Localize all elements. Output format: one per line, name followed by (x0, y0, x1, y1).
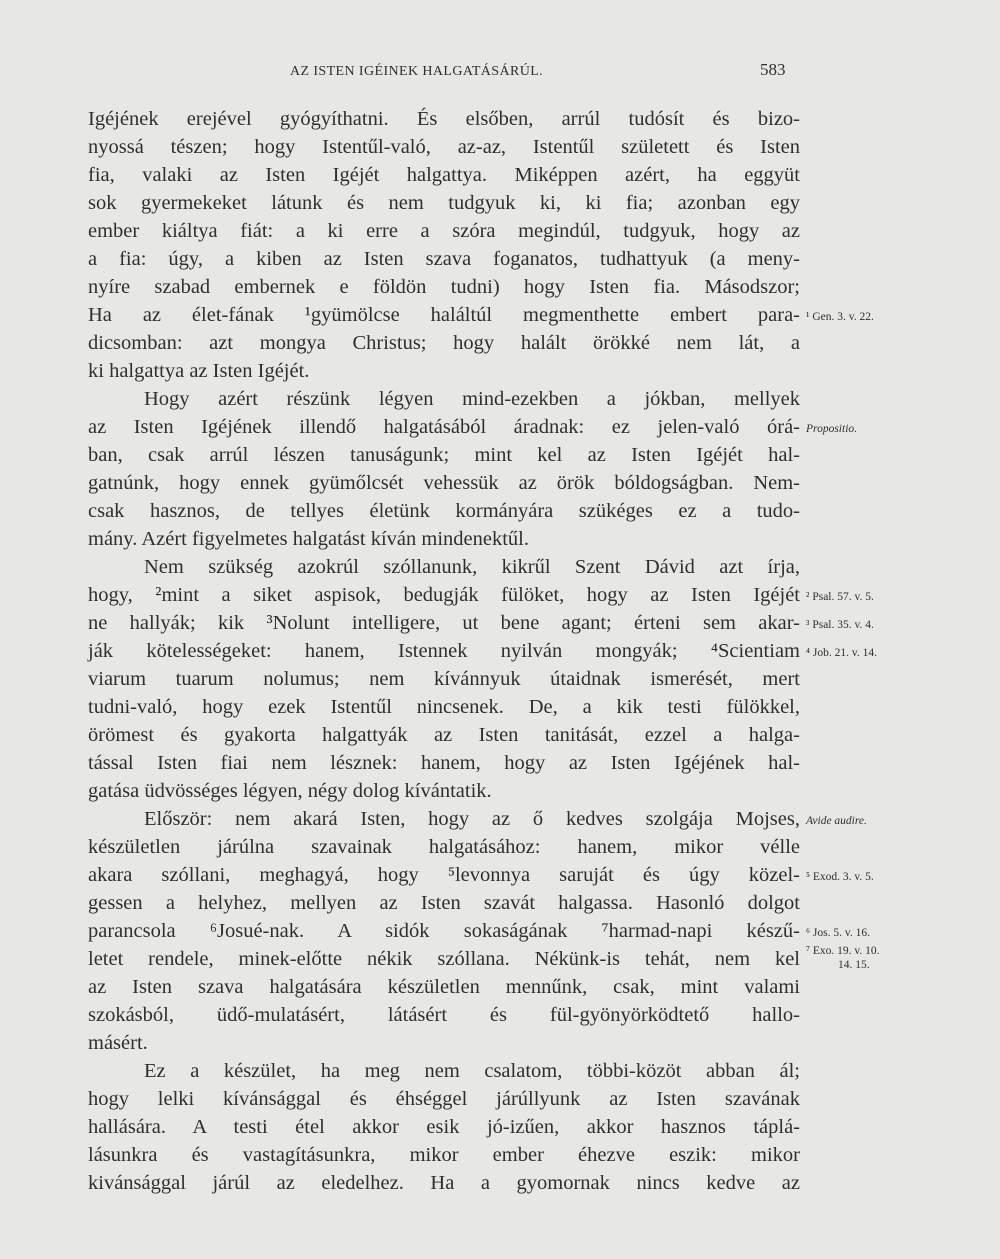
text-line: Nem szükség azokrúl szóllanunk, kikrűl Szent Dávid azt írja, (144, 556, 800, 578)
text-line: viarum tuarum nolumus; nem kívánnyuk útaidnak ismerését, mert (88, 668, 800, 690)
text-line: Hogy azért részünk légyen mind-ezekben a jókban, mellyek (144, 388, 800, 410)
text-line: sok gyermekeket látunk és nem tudgyuk ki, ki fia; azonban egy (88, 192, 800, 214)
text-line: a fia: úgy, a kiben az Isten szava foganatos, tudhattyuk (a meny- (88, 248, 800, 270)
margin-note: ⁵ Exod. 3. v. 5. (806, 871, 874, 883)
text-line: ják kötelességeket: hanem, Istennek nyilván mongyák; ⁴Scientiam (88, 640, 800, 662)
margin-note: ³ Psal. 35. v. 4. (806, 619, 874, 631)
text-line: ember kiáltya fiát: a ki erre a szóra megindúl, tudgyuk, hogy az (88, 220, 800, 242)
text-line: tudni-való, hogy ezek Istentűl nincsenek. De, a kik testi fülökkel, (88, 696, 800, 718)
page-number: 583 (760, 60, 786, 79)
text-line: tással Isten fiai nem lésznek: hanem, hogy az Isten Igéjének hal- (88, 752, 800, 774)
margin-note: ⁴ Job. 21. v. 14. (806, 647, 877, 659)
text-line: szokásból, üdő-mulatásért, látásért és fül-gyönyörködtető hallo- (88, 1004, 800, 1026)
text-line: csak hasznos, de tellyes életünk kormányára szükéges ez a tudo- (88, 500, 800, 522)
text-line: Igéjének erejével gyógyíthatni. És elsőben, arrúl tudósít és bizo- (88, 108, 800, 130)
text-line: ne hallyák; kik ³Nolunt intelligere, ut bene agant; érteni sem akar- (88, 612, 800, 634)
text-line: akara szóllani, meghagyá, hogy ⁵levonnya saruját és úgy közel- (88, 864, 800, 886)
margin-note: Propositio. (806, 423, 858, 435)
margin-note: ² Psal. 57. v. 5. (806, 591, 874, 603)
text-line: készületlen járúlna szavainak halgatásához: hanem, mikor vélle (88, 836, 800, 858)
text-line: ki halgattya az Isten Igéjét. (88, 360, 310, 382)
text-line: parancsola ⁶Josué-nak. A sidók sokaságának ⁷harmad-napi készű- (88, 920, 800, 942)
text-line: gessen a helyhez, mellyen az Isten szavát halgassa. Hasonló dolgot (88, 892, 800, 914)
text-line: fia, valaki az Isten Igéjét halgattya. Miképpen azért, ha eggyüt (88, 164, 800, 186)
text-line: ban, csak arrúl lészen tanuságunk; mint kel az Isten Igéjét hal- (88, 444, 800, 466)
text-line: gatnúnk, hogy ennek gyümőlcsét vehessük az örök bóldogságban. Nem- (88, 472, 800, 494)
text-line: az Isten szava halgatására készületlen mennűnk, csak, mint valami (88, 976, 800, 998)
margin-note: ⁷ Exo. 19. v. 10. (806, 945, 880, 957)
text-line: letet rendele, minek-előtte nékik szóllana. Nékünk-is tehát, nem kel (88, 948, 800, 970)
text-line: nyossá tészen; hogy Istentűl-való, az-az, Istentűl született és Isten (88, 136, 800, 158)
text-line: nyíre szabad embernek e földön tudni) hogy Isten fia. Másodszor; (88, 276, 800, 298)
text-line: lásunkra és vastagításunkra, mikor ember éhezve eszik: mikor (88, 1144, 800, 1166)
margin-note: 14. 15. (838, 959, 870, 971)
margin-note: ¹ Gen. 3. v. 22. (806, 311, 874, 323)
text-line: az Isten Igéjének illendő halgatásából áradnak: ez jelen-való órá- (88, 416, 800, 438)
text-line: hogy, ²mint a siket aspisok, bedugják fülöket, hogy az Isten Igéjét (88, 584, 800, 606)
text-line: örömest és gyakorta halgattyák az Isten tanitását, ezzel a halga- (88, 724, 800, 746)
text-line: hallására. A testi étel akkor esik jó-izűen, akkor hasznos táplá- (88, 1116, 800, 1138)
running-title: AZ ISTEN IGÉINEK HALGATÁSÁRÚL. (290, 64, 544, 79)
text-line: Először: nem akará Isten, hogy az ő kedves szolgája Mojses, (144, 808, 800, 830)
text-line: gatása üdvösséges légyen, négy dolog kívántatik. (88, 780, 492, 802)
text-line: dicsomban: azt mongya Christus; hogy halált örökké nem lát, a (88, 332, 800, 354)
margin-note: ⁶ Jos. 5. v. 16. (806, 927, 870, 939)
text-line: Ha az élet-fának ¹gyümölcse haláltúl megmenthette embert para- (88, 304, 800, 326)
text-line: másért. (88, 1032, 148, 1054)
text-line: kivánsággal járúl az eledelhez. Ha a gyomornak nincs kedve az (88, 1172, 800, 1194)
text-line: mány. Azért figyelmetes halgatást kíván mindenektűl. (88, 528, 530, 550)
text-line: Ez a készület, ha meg nem csalatom, többi-közöt abban ál; (144, 1060, 800, 1082)
text-line: hogy lelki kívánsággal és éhséggel járúllyunk az Isten szavának (88, 1088, 800, 1110)
margin-note: Avide audire. (806, 815, 867, 827)
